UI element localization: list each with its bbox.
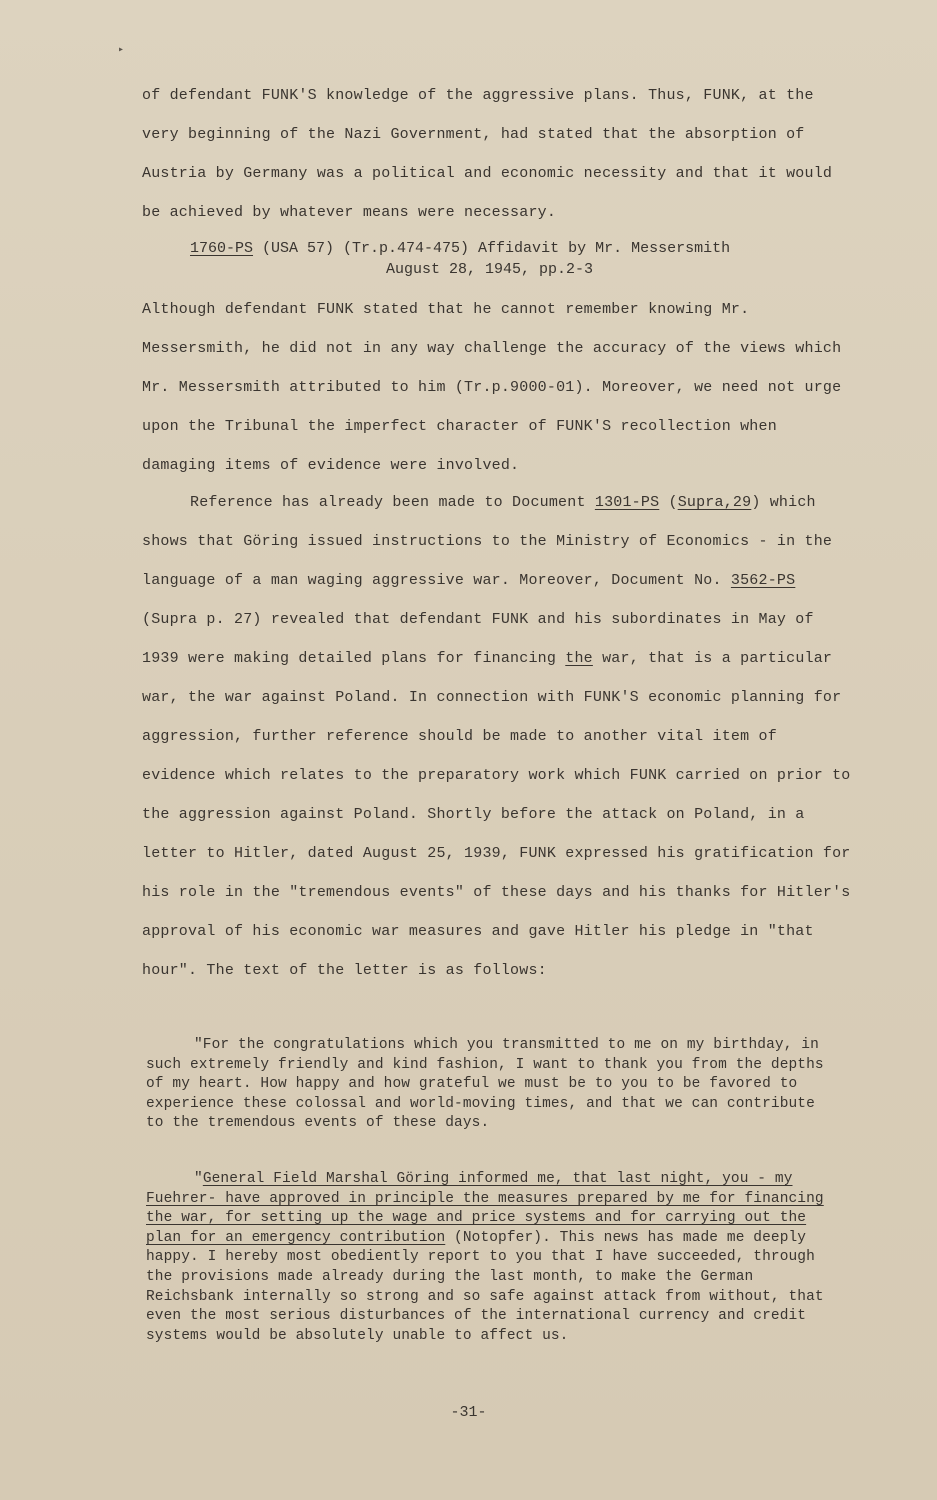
p3-text-4: (Supra p. 27) revealed that defendant FUNK and his subordinates in May of 1939 were making detailed plans for financing xyxy=(142,611,814,667)
quote-open-mark: " xyxy=(194,1171,203,1187)
quote-2-rest: (Notopfer). This news has made me deeply happy. I hereby most obediently report to you that I have succeeded, through the provisions made already during the last month, to make the German Reichsbank internally so strong and so safe against attack from without, that even the most serious disturbances of the international currency and credit systems would be absolutely unable to affect us. xyxy=(146,1229,824,1344)
p3-text-2: ( xyxy=(659,494,678,511)
doc-ref-1301: 1301-PS xyxy=(594,494,660,511)
reference-rest: (USA 57) (Tr.p.474-475) Affidavit by Mr. Messersmith xyxy=(253,240,731,257)
underlined-passage: General Field Marshal Göring informed me, that last night, you - my Fuehrer- have approved in principle the measures prepared by me for financing the war, for setting up the wage and price systems and for carrying out the plan for an emergency contribution xyxy=(146,1171,824,1246)
p3-text-3: ) which shows that Göring issued instructions to the Ministry of Economics - in the language of a man waging aggressive war. Moreover, Document No. xyxy=(142,494,833,589)
reference-citation xyxy=(190,238,830,280)
supra-ref: Supra,29 xyxy=(677,494,752,511)
reference-line-1 xyxy=(190,238,830,259)
reference-line-2: August 28, 1945, pp.2-3 xyxy=(386,261,594,278)
doc-ref-3562: 3562-PS xyxy=(730,572,796,589)
emphasis-the: the xyxy=(565,650,593,667)
p3-text-5: war, that is a particular war, the war against Poland. In connection with FUNK'S economic planning for aggression, further reference should be made to another vital item of evidence which relates to the preparatory work which FUNK carried on prior to the aggression against Poland. Shortly before the attack on Poland, in a letter to Hitler, dated August 25, 1939, FUNK expressed his gratification for his role in the "tremendous events" of these days and his thanks for Hitler's approval of his economic war measures and gave Hitler his pledge in "that hour". The text of the letter is as follows: xyxy=(142,650,851,979)
paragraph-1-text: of defendant FUNK'S knowledge of the aggressive plans. Thus, FUNK, at the very beginning of the Nazi Government, had stated that the absorption of Austria by Germany was a political and economic necessity and that it would be achieved by whatever means were necessary. xyxy=(142,87,833,221)
p3-text-1: Reference has already been made to Document xyxy=(190,494,595,511)
paragraph-2 xyxy=(142,290,852,485)
paragraph-1 xyxy=(142,76,852,232)
reference-doc: 1760-PS xyxy=(190,240,254,257)
margin-mark: ▸ xyxy=(118,45,125,56)
paragraph-2-text: Although defendant FUNK stated that he cannot remember knowing Mr. Messersmith, he did not in any way challenge the accuracy of the views which Mr. Messersmith attributed to him (Tr.p.9000-01). Moreover, we need not urge upon the Tribunal the imperfect character of FUNK'S recollection when damaging items of evidence were involved. xyxy=(142,301,842,474)
paragraph-3-text xyxy=(142,483,852,990)
letter-quote-2-text xyxy=(146,1170,826,1346)
letter-quote-1 xyxy=(146,1036,826,1134)
paragraph-3 xyxy=(142,483,852,990)
letter-quote-2 xyxy=(146,1170,826,1346)
page-number: -31- xyxy=(450,1404,487,1421)
letter-quote-1-text: "For the congratulations which you transmitted to me on my birthday, in such extremely friendly and kind fashion, I want to thank you from the depths of my heart. How happy and how grateful we must be to you to be favored to experience these colossal and world-moving times, and that we can contribute to the tremendous events of these days. xyxy=(146,1037,824,1132)
